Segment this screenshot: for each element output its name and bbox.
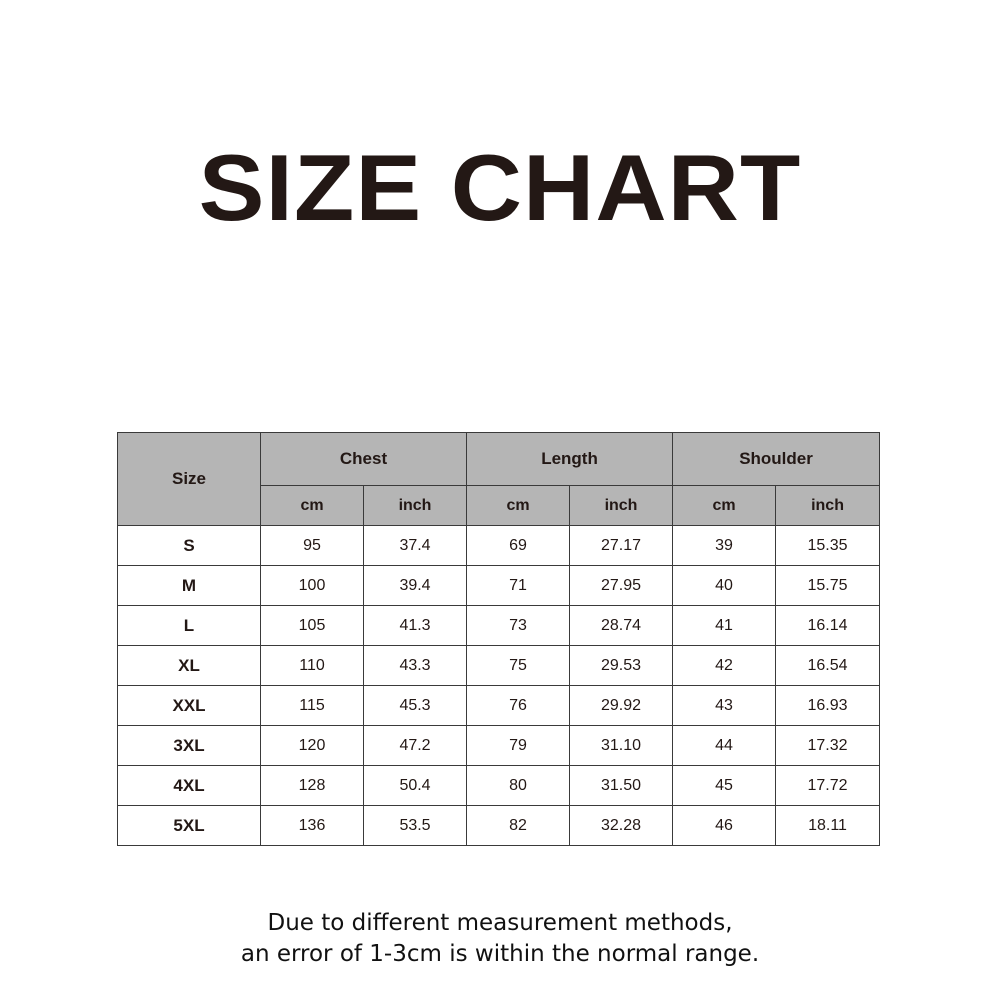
shoulder-inch-header: inch	[776, 486, 880, 526]
page-title: SIZE CHART	[198, 135, 802, 240]
length-cm-cell: 82	[467, 806, 570, 846]
chest-inch-cell: 43.3	[364, 646, 467, 686]
chest-cm-cell: 95	[261, 526, 364, 566]
shoulder-cm-cell: 40	[673, 566, 776, 606]
header-group-row	[118, 433, 880, 486]
length-inch-cell: 28.74	[570, 606, 673, 646]
length-cm-cell: 76	[467, 686, 570, 726]
size-cell: S	[118, 526, 261, 566]
chest-cm-header: cm	[261, 486, 364, 526]
chest-inch-cell: 47.2	[364, 726, 467, 766]
length-inch-cell: 31.10	[570, 726, 673, 766]
size-cell: XXL	[118, 686, 261, 726]
length-header: Length	[467, 433, 673, 486]
length-inch-cell: 27.17	[570, 526, 673, 566]
length-cm-cell: 75	[467, 646, 570, 686]
shoulder-cm-cell: 46	[673, 806, 776, 846]
chest-cm-cell: 115	[261, 686, 364, 726]
length-inch-header: inch	[570, 486, 673, 526]
shoulder-inch-cell: 16.14	[776, 606, 880, 646]
length-inch-cell: 29.92	[570, 686, 673, 726]
length-inch-cell: 29.53	[570, 646, 673, 686]
chest-cm-cell: 136	[261, 806, 364, 846]
table-row	[118, 806, 880, 846]
chest-inch-cell: 39.4	[364, 566, 467, 606]
table-row	[118, 606, 880, 646]
length-inch-cell: 32.28	[570, 806, 673, 846]
shoulder-inch-cell: 15.35	[776, 526, 880, 566]
note-line-1: Due to different measurement methods,	[267, 910, 733, 936]
shoulder-cm-cell: 41	[673, 606, 776, 646]
measurement-note	[0, 908, 1000, 970]
chest-header: Chest	[261, 433, 467, 486]
size-cell: XL	[118, 646, 261, 686]
shoulder-inch-cell: 16.93	[776, 686, 880, 726]
shoulder-inch-cell: 17.32	[776, 726, 880, 766]
table-row	[118, 646, 880, 686]
table-row	[118, 766, 880, 806]
shoulder-cm-cell: 42	[673, 646, 776, 686]
length-cm-header: cm	[467, 486, 570, 526]
table-row	[118, 566, 880, 606]
shoulder-inch-cell: 18.11	[776, 806, 880, 846]
shoulder-inch-cell: 16.54	[776, 646, 880, 686]
table-row	[118, 726, 880, 766]
length-inch-cell: 31.50	[570, 766, 673, 806]
length-cm-cell: 69	[467, 526, 570, 566]
shoulder-inch-cell: 17.72	[776, 766, 880, 806]
size-cell: 5XL	[118, 806, 261, 846]
shoulder-cm-cell: 43	[673, 686, 776, 726]
length-cm-cell: 80	[467, 766, 570, 806]
size-table	[117, 432, 880, 846]
chest-inch-cell: 45.3	[364, 686, 467, 726]
chest-cm-cell: 128	[261, 766, 364, 806]
shoulder-cm-header: cm	[673, 486, 776, 526]
chest-inch-cell: 50.4	[364, 766, 467, 806]
size-cell: M	[118, 566, 261, 606]
chest-cm-cell: 100	[261, 566, 364, 606]
shoulder-inch-cell: 15.75	[776, 566, 880, 606]
size-cell: 3XL	[118, 726, 261, 766]
chest-inch-header: inch	[364, 486, 467, 526]
table-body	[118, 433, 880, 846]
shoulder-cm-cell: 45	[673, 766, 776, 806]
chest-inch-cell: 37.4	[364, 526, 467, 566]
size-cell: 4XL	[118, 766, 261, 806]
shoulder-cm-cell: 39	[673, 526, 776, 566]
chest-cm-cell: 110	[261, 646, 364, 686]
shoulder-header: Shoulder	[673, 433, 880, 486]
table-row	[118, 686, 880, 726]
chest-inch-cell: 53.5	[364, 806, 467, 846]
length-cm-cell: 73	[467, 606, 570, 646]
length-cm-cell: 71	[467, 566, 570, 606]
chest-cm-cell: 105	[261, 606, 364, 646]
size-cell: L	[118, 606, 261, 646]
chest-cm-cell: 120	[261, 726, 364, 766]
table-row	[118, 526, 880, 566]
size-column-header: Size	[118, 433, 261, 526]
length-cm-cell: 79	[467, 726, 570, 766]
length-inch-cell: 27.95	[570, 566, 673, 606]
note-line-2: an error of 1-3cm is within the normal range.	[240, 941, 760, 967]
shoulder-cm-cell: 44	[673, 726, 776, 766]
chest-inch-cell: 41.3	[364, 606, 467, 646]
